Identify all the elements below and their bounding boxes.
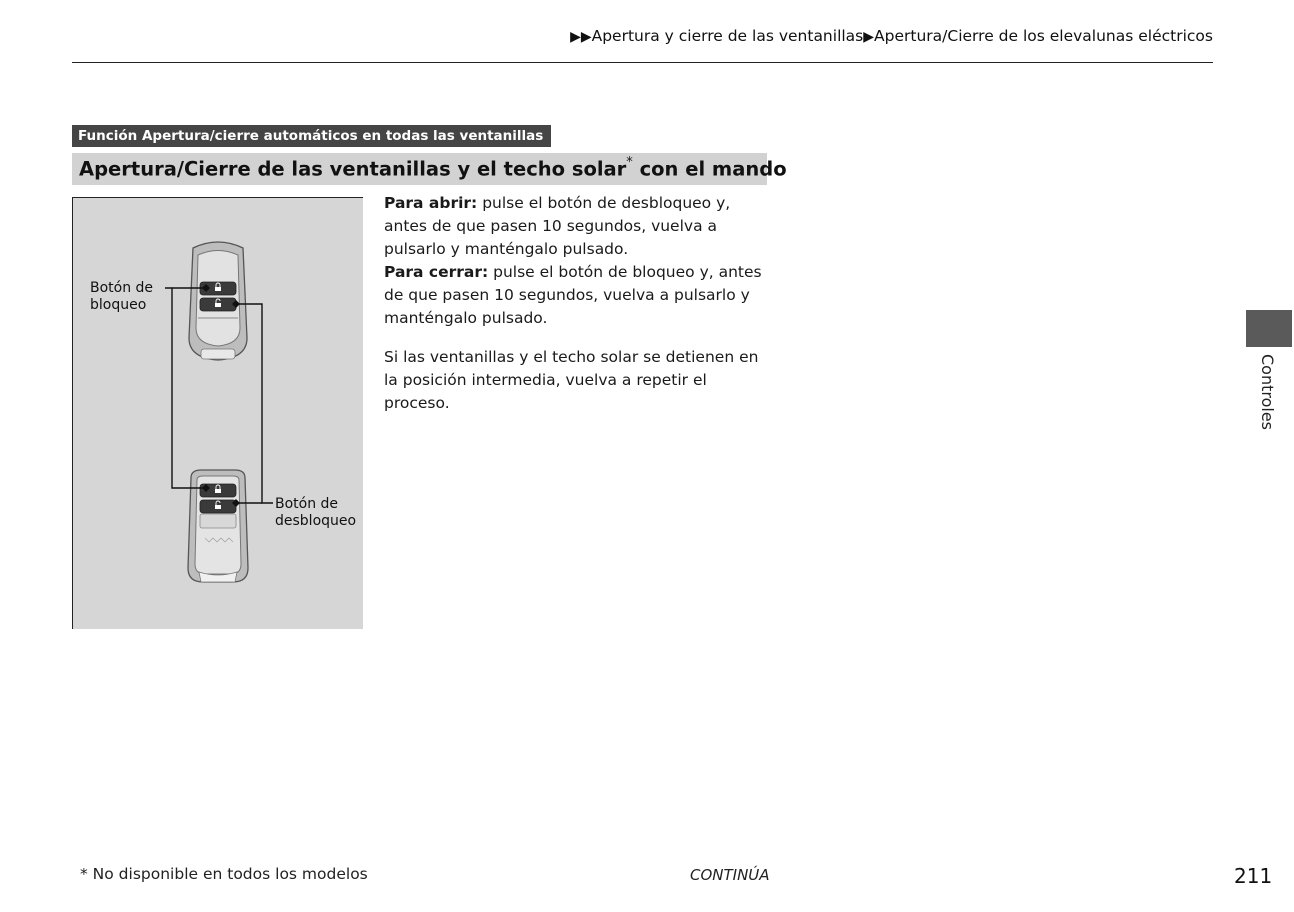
function-tag: Función Apertura/cierre automáticos en todas las ventanillas — [72, 125, 551, 147]
instructions-text — [384, 192, 774, 415]
breadcrumb-part2: Apertura/Cierre de los elevalunas eléctricos — [874, 27, 1213, 45]
lock-label-line1: Botón de — [90, 280, 154, 296]
open-label: Para abrir: — [384, 194, 478, 212]
close-instruction — [384, 261, 774, 330]
section-title-text: Apertura/Cierre de las ventanillas y el techo solar — [79, 157, 627, 181]
header-rule — [72, 62, 1213, 63]
breadcrumb-arrows: ▶▶ — [570, 29, 592, 45]
section-heading — [72, 153, 787, 185]
smart-key-fob-icon — [188, 470, 248, 582]
open-text: pulse el botón de desbloqueo y, antes de que pasen 10 segundos, vuelva a pulsarlo y manténgalo pulsado. — [384, 194, 731, 258]
breadcrumb-separator: ▶ — [863, 29, 875, 45]
flip-key-fob-icon — [189, 242, 247, 360]
breadcrumb — [570, 27, 1213, 45]
lock-label-line2: bloqueo — [90, 297, 147, 313]
lock-button-label — [90, 280, 153, 314]
footnote: * No disponible en todos los modelos — [80, 865, 368, 883]
open-instruction — [384, 192, 774, 261]
unlock-label-line1: Botón de — [275, 496, 339, 512]
close-text: pulse el botón de bloqueo y, antes de que pasen 10 segundos, vuelva a pulsarlo y manténgalo pulsado. — [384, 263, 762, 327]
key-fob-illustration — [73, 198, 363, 629]
unlock-label-line2: desbloqueo — [275, 513, 357, 529]
continue-label: CONTINÚA — [690, 866, 770, 884]
section-asterisk: * — [626, 155, 633, 171]
side-tab-marker — [1246, 310, 1292, 347]
key-fob-figure — [72, 197, 363, 629]
section-title — [79, 157, 787, 181]
unlock-button-label — [275, 496, 356, 530]
page-number: 211 — [1234, 864, 1273, 888]
breadcrumb-part1: Apertura y cierre de las ventanillas — [591, 27, 864, 45]
close-label: Para cerrar: — [384, 263, 489, 281]
section-title-end: con el mando — [632, 157, 787, 181]
side-tab-label: Controles — [1258, 354, 1277, 431]
note-paragraph: Si las ventanillas y el techo solar se detienen en la posición intermedia, vuelva a repetir el proceso. — [384, 348, 759, 412]
